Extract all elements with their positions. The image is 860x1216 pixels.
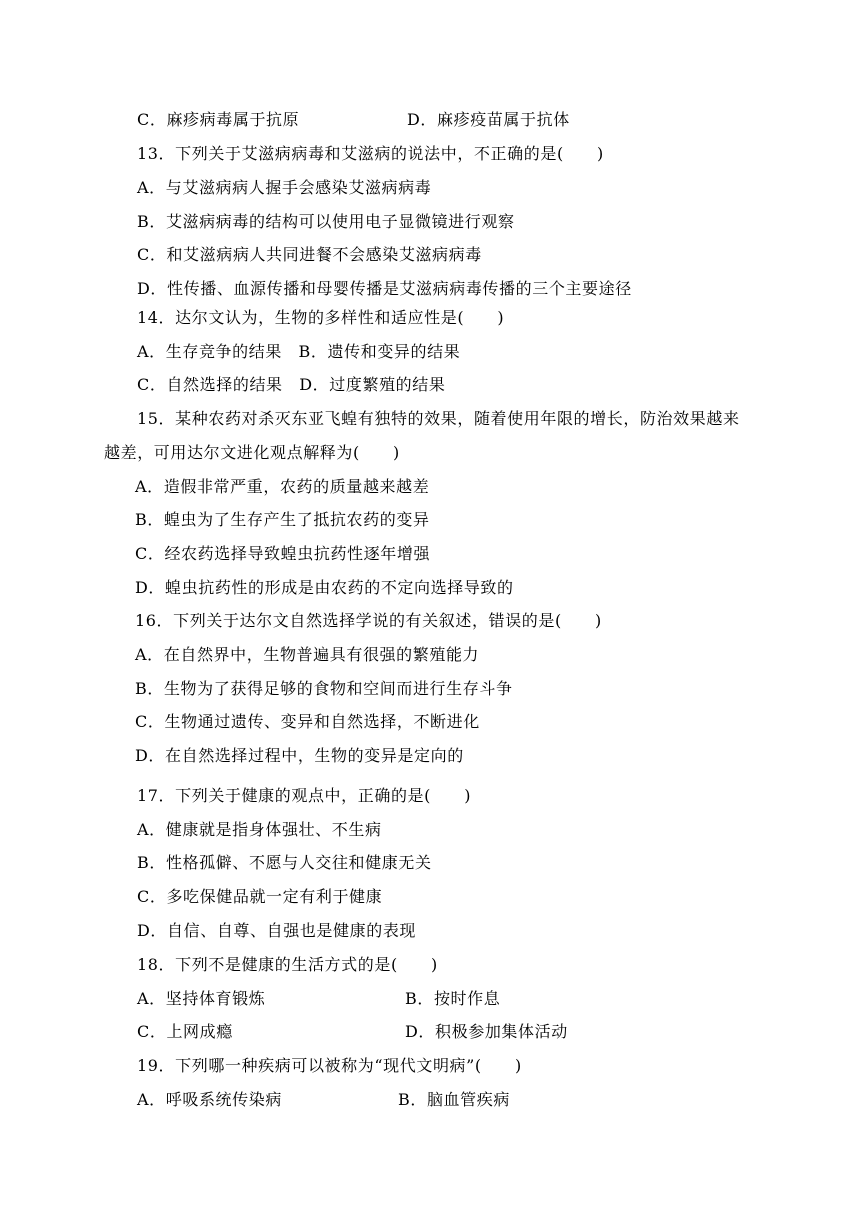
q14-options-ab: A．生存竞争的结果 B．遗传和变异的结果 (137, 342, 461, 361)
q16-option-c: C．生物通过遗传、变异和自然选择，不断进化 (135, 712, 480, 731)
q12-option-c: C．麻疹病毒属于抗原 (137, 110, 300, 129)
q17-option-d: D．自信、自尊、自强也是健康的表现 (137, 921, 417, 940)
q15-option-a: A．造假非常严重，农药的质量越来越差 (135, 477, 430, 496)
q13-option-b: B．艾滋病病毒的结构可以使用电子显微镜进行观察 (137, 212, 515, 231)
q13-option-c: C．和艾滋病病人共同进餐不会感染艾滋病病毒 (137, 245, 482, 264)
q13-option-d: D．性传播、血源传播和母婴传播是艾滋病病毒传播的三个主要途径 (137, 279, 632, 298)
q15-stem-line1: 15．某种农药对杀灭东亚飞蝗有独特的效果，随着使用年限的增长，防治效果越来 (137, 409, 740, 428)
q15-option-c: C．经农药选择导致蝗虫抗药性逐年增强 (135, 544, 431, 563)
q16-option-a: A．在自然界中，生物普遍具有很强的繁殖能力 (135, 645, 480, 664)
q19-stem: 19．下列哪一种疾病可以被称为“现代文明病”( ) (137, 1056, 522, 1075)
q18-option-d: D．积极参加集体活动 (405, 1022, 568, 1041)
q18-option-a: A．坚持体育锻炼 (137, 989, 266, 1008)
q17-option-b: B．性格孤僻、不愿与人交往和健康无关 (137, 853, 432, 872)
q14-options-cd: C．自然选择的结果 D．过度繁殖的结果 (137, 375, 446, 394)
q16-option-d: D．在自然选择过程中，生物的变异是定向的 (135, 746, 464, 765)
q18-option-c: C．上网成瘾 (137, 1022, 233, 1041)
q19-option-b: B．脑血管疾病 (398, 1090, 510, 1109)
q16-option-b: B．生物为了获得足够的食物和空间而进行生存斗争 (135, 679, 513, 698)
q18-stem: 18．下列不是健康的生活方式的是( ) (137, 955, 438, 974)
q17-stem: 17．下列关于健康的观点中，正确的是( ) (137, 786, 472, 805)
q16-stem: 16．下列关于达尔文自然选择学说的有关叙述，错误的是( ) (135, 611, 602, 630)
q15-option-d: D．蝗虫抗药性的形成是由农药的不定向选择导致的 (135, 578, 514, 597)
q17-option-c: C．多吃保健品就一定有利于健康 (137, 887, 383, 906)
q13-option-a: A．与艾滋病病人握手会感染艾滋病病毒 (137, 178, 432, 197)
q12-option-d: D．麻疹疫苗属于抗体 (407, 110, 570, 129)
q18-option-b: B．按时作息 (405, 989, 501, 1008)
q19-option-a: A．呼吸系统传染病 (137, 1090, 282, 1109)
q17-option-a: A．健康就是指身体强壮、不生病 (137, 820, 382, 839)
q15-stem-line2: 越差，可用达尔文进化观点解释为( ) (104, 443, 400, 462)
q13-stem: 13．下列关于艾滋病病毒和艾滋病的说法中，不正确的是( ) (137, 144, 604, 163)
q15-option-b: B．蝗虫为了生存产生了抵抗农药的变异 (135, 510, 430, 529)
q14-stem: 14．达尔文认为，生物的多样性和适应性是( ) (137, 308, 505, 327)
